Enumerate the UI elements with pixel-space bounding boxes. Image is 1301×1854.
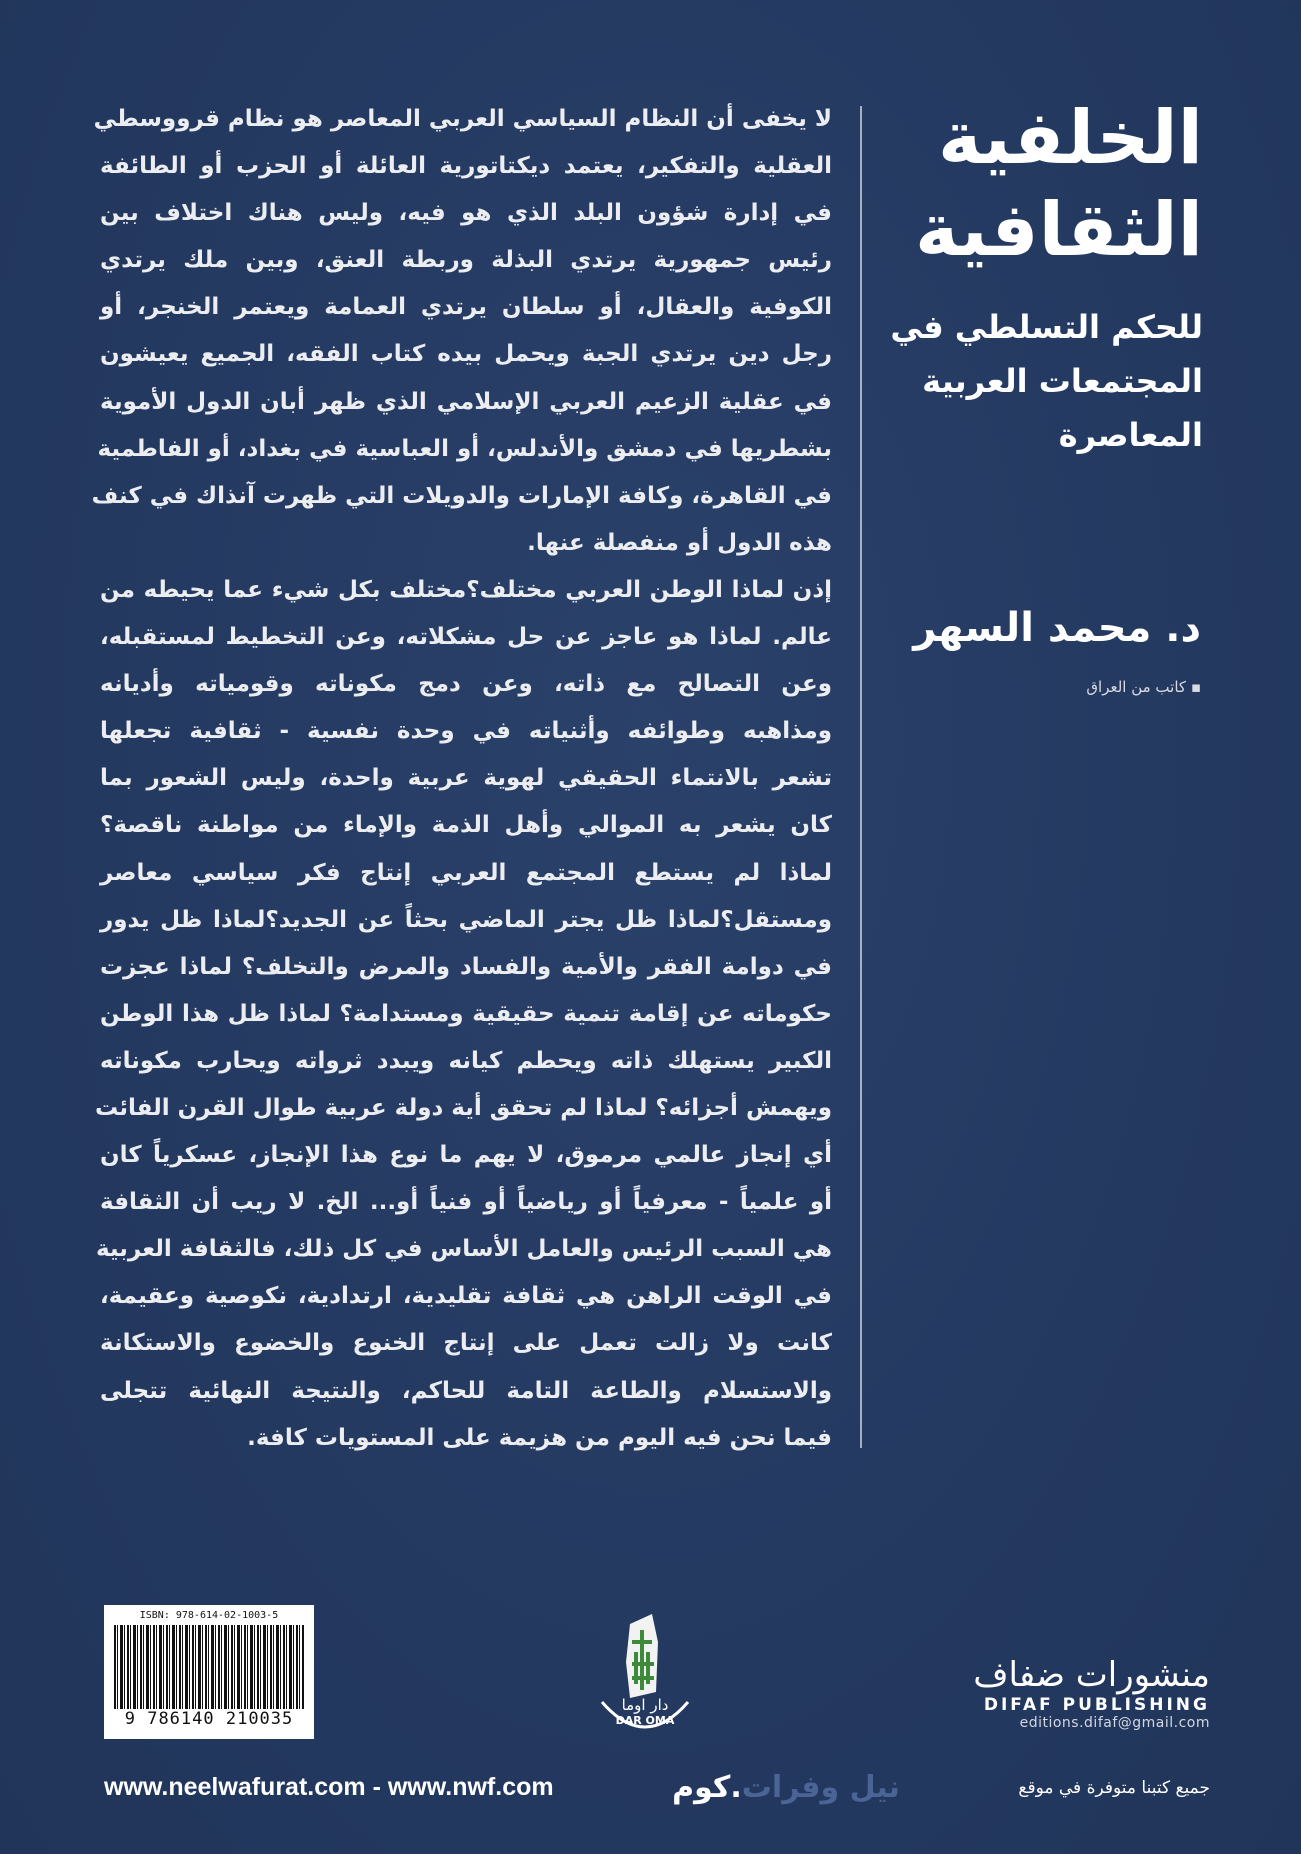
dar-oma-logo: [590, 1612, 700, 1737]
blurb-line: إذن لماذا الوطن العربي مختلف؟مختلف بكل شيء عما يحيطه من: [100, 576, 832, 603]
brand-suffix: .كوم: [672, 1770, 742, 1805]
book-subtitle: [890, 300, 1203, 462]
website-urls: www.neelwafurat.com - www.nwf.com: [104, 1773, 554, 1801]
blurb-line: في عقلية الزعيم العربي الإسلامي الذي ظهر أبان الدول الأموية: [100, 388, 832, 415]
blurb-line: في الوقت الراهن هي ثقافة تقليدية، ارتدادية، نكوصية وعقيمة،: [100, 1283, 832, 1310]
blurb-line: كان يشعر به الموالي وأهل الذمة والإماء من مواطنة ناقصة؟: [100, 812, 832, 839]
book-title: [915, 92, 1203, 276]
title-line-2: الثقافية: [915, 187, 1203, 273]
blurb-line: ومستقل؟لماذا ظل يجتر الماضي بحثاً عن الجديد؟لماذا ظل يدور: [100, 906, 832, 933]
availability-text: جميع كتبنا متوفرة في موقع: [1018, 1777, 1210, 1798]
blurb-line: وعن التصالح مع ذاته، وعن دمج مكوناته وقومياته وأديانه: [100, 671, 832, 698]
blurb-line: والاستسلام والطاعة التامة للحاكم، والنتيجة النهائية تتجلى: [100, 1377, 832, 1404]
difaf-email: editions.difaf@gmail.com: [1019, 1715, 1210, 1731]
difaf-publishing-logo: [960, 1655, 1210, 1731]
svg-text:DAR OMA: DAR OMA: [615, 1714, 675, 1727]
blurb-line: العقلية والتفكير، يعتمد ديكتاتورية العائلة أو الحزب أو الطائفة: [100, 153, 832, 180]
blurb-line: بشطريها في دمشق والأندلس، أو العباسية في بغداد، أو الفاطمية: [97, 435, 832, 462]
blurb-line: فيما نحن فيه اليوم من هزيمة على المستويات كافة.: [247, 1424, 832, 1451]
neel-wafurat-logo: [672, 1770, 900, 1805]
difaf-english: DIFAF PUBLISHING: [983, 1695, 1210, 1715]
blurb-line: لا يخفى أن النظام السياسي العربي المعاصر هو نظام قرووسطي: [93, 106, 832, 132]
svg-text:دار اوما: دار اوما: [621, 1696, 669, 1714]
brand-name: نيل وفرات: [741, 1770, 900, 1805]
blurb-line: هذه الدول أو منفصلة عنها.: [527, 529, 832, 556]
blurb-line: أو علمياً - معرفياً أو رياضياً أو فنياً أو... الخ. لا ريب أن الثقافة: [100, 1189, 832, 1216]
blurb-line: الكبير يستهلك ذاته ويحطم كيانه ويبدد ثرواته ويحارب مكوناته: [100, 1047, 832, 1074]
blurb-line: ويهمش أجزائه؟ لماذا لم تحقق أية دولة عربية طوال القرن الفائت: [94, 1094, 832, 1121]
subtitle-line: للحكم التسلطي في: [890, 308, 1203, 346]
blurb-line: في إدارة شؤون البلد الذي هو فيه، وليس هناك اختلاف بين: [100, 200, 832, 227]
blurb-line: حكوماته عن إقامة تنمية حقيقية ومستدامة؟ لماذا ظل هذا الوطن: [100, 1000, 832, 1027]
difaf-arabic: منشورات ضفاف: [973, 1655, 1210, 1695]
blurb-line: رئيس جمهورية يرتدي البذلة وربطة العنق، وبين ملك يرتدي: [100, 247, 832, 274]
blurb-line: ومذاهبه وطوائفه وأثنياته في وحدة نفسية - ثقافية تجعلها: [100, 718, 832, 745]
vertical-divider: [860, 106, 862, 1448]
blurb-text: [91, 96, 832, 1462]
isbn-text: ISBN: 978-614-02-1003-5: [139, 1610, 279, 1621]
footer-bar: [104, 1770, 1210, 1805]
barcode-bars: [114, 1625, 304, 1709]
author-name: د. محمد السهر: [913, 605, 1201, 651]
blurb-line: في القاهرة، وكافة الإمارات والدويلات التي ظهرت آنذاك في كنف: [91, 482, 832, 509]
blurb-line: تشعر بالانتماء الحقيقي لهوية عربية واحدة، وليس الشعور بما: [100, 765, 832, 792]
blurb-line: لماذا لم يستطع المجتمع العربي إنتاج فكر سياسي معاصر: [100, 859, 832, 886]
blurb-line: الكوفية والعقال، أو سلطان يرتدي العمامة ويعتمر الخنجر، أو: [100, 294, 832, 321]
blurb-line: في دوامة الفقر والأمية والفساد والمرض والتخلف؟ لماذا عجزت: [100, 953, 832, 980]
subtitle-line: المعاصرة: [1058, 416, 1203, 454]
blurb-line: هي السبب الرئيس والعامل الأساس في كل ذلك، فالثقافة العربية: [95, 1236, 832, 1263]
blurb-line: أي إنجاز عالمي مرموق، لا يهم ما نوع هذا الإنجاز، عسكرياً كان: [100, 1142, 832, 1169]
isbn-barcode: [104, 1605, 314, 1739]
subtitle-line: المجتمعات العربية: [922, 362, 1203, 400]
blurb-line: رجل دين يرتدي الجبة ويحمل بيده كتاب الفقه، الجميع يعيشون: [100, 341, 832, 368]
title-line-1: الخلفية: [937, 95, 1203, 181]
blurb-line: عالم. لماذا هو عاجز عن حل مشكلاته، وعن التخطيط لمستقبله،: [100, 624, 832, 651]
blurb-line: كانت ولا زالت تعمل على إنتاج الخنوع والخضوع والاستكانة: [100, 1330, 832, 1357]
author-note: ▪ كاتب من العراق: [1086, 678, 1201, 696]
barcode-number: 9 786140 210035: [124, 1709, 294, 1729]
